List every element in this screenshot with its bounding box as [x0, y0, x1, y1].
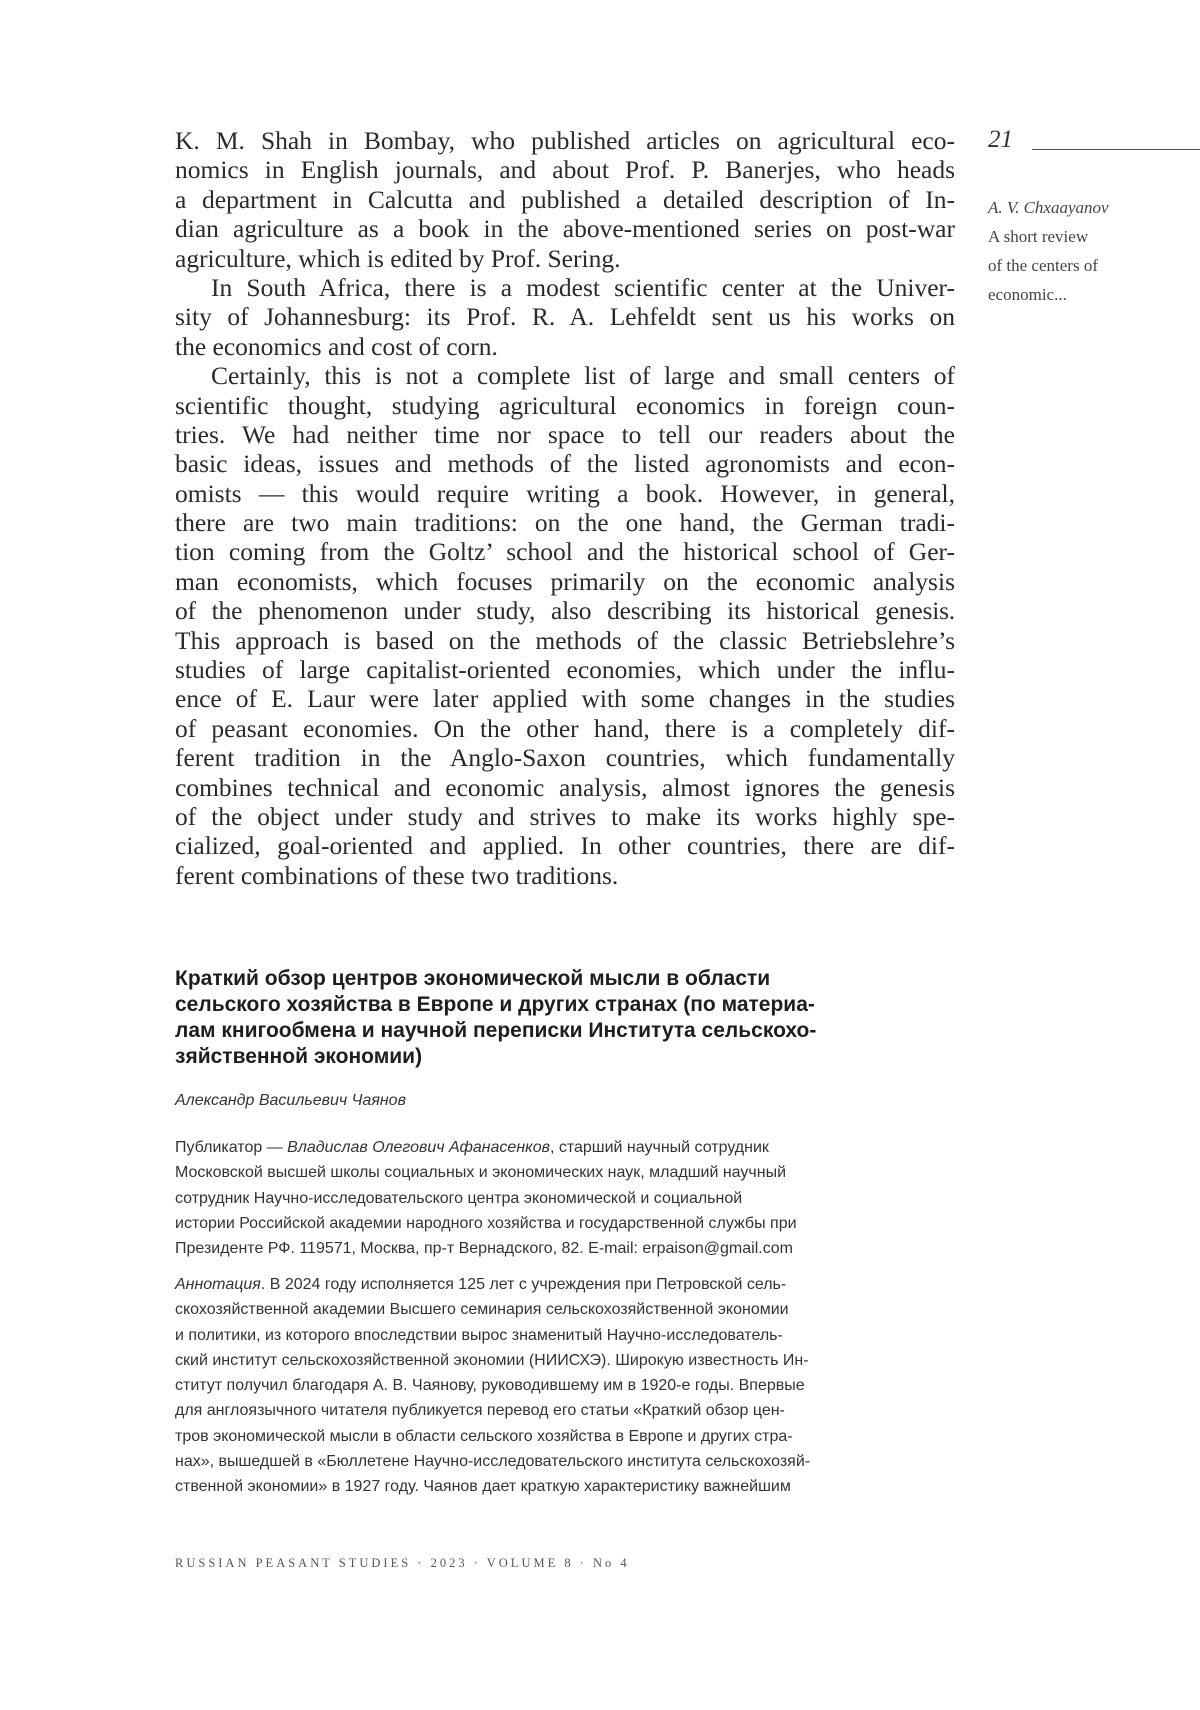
page-number: 21 [988, 126, 1013, 153]
text-line: studies of large capitalist-oriented economies, which under the influ- [175, 655, 955, 685]
text-line: combines technical and economic analysis, almost ignores the genesis [175, 772, 955, 802]
running-head-title-line: of the centers of [988, 256, 1098, 275]
text-line: ferent combinations of these two traditions. [175, 860, 619, 890]
title-line: лам книгообмена и научной переписки Института сельскохо- [175, 1019, 817, 1042]
text-line: of peasant economies. On the other hand, there is a completely dif- [175, 713, 955, 743]
text-line: ститут получил благодаря А. В. Чаянову, руководившему им в 1920-е годы. Впервые [175, 1377, 805, 1395]
text-line: Президенте РФ. 119571, Москва, пр-т Вернадского, 82. E-mail: erpaison@gmail.com [175, 1240, 793, 1258]
paragraph [175, 126, 955, 273]
text-line: In South Africa, there is a modest scientific center at the Univer- [211, 272, 955, 302]
text-line: истории Российской академии народного хозяйства и государственной службы при [175, 1214, 797, 1232]
text-line: ferent tradition in the Anglo-Saxon countries, which fundamentally [175, 743, 955, 773]
text-line: и политики, из которого впоследствии вырос знаменитый Научно-исследователь- [175, 1326, 783, 1344]
text-line: there are two main traditions: on the one hand, the German tradi- [175, 508, 955, 538]
title-line: Краткий обзор центров экономической мысли в области [175, 967, 771, 990]
running-head [988, 193, 1188, 309]
text-line: of the phenomenon under study, also describing its historical genesis. [175, 596, 955, 626]
text-line: dian agriculture as a book in the above-mentioned series on post-war [175, 214, 955, 244]
text-line: tion coming from the Goltz’ school and the historical school of Ger- [175, 537, 955, 567]
text-line: K. M. Shah in Bombay, who published articles on agricultural eco- [175, 126, 955, 155]
title-line: зяйственной экономии) [175, 1045, 423, 1068]
journal-footer: RUSSIAN PEASANT STUDIES · 2023 · VOLUME 8 · No 4 [175, 1556, 630, 1570]
text-line: This approach is based on the methods of the classic Betriebslehre’s [175, 625, 955, 655]
publisher-label: Публикатор — [175, 1139, 288, 1156]
paragraph [175, 361, 955, 890]
title-line: сельского хозяйства в Европе и других странах (по материа- [175, 993, 815, 1016]
text-line: для англоязычного читателя публикуется перевод его статьи «Краткий обзор цен- [175, 1402, 785, 1420]
text-line: man economists, which focuses primarily on the economic analysis [175, 566, 955, 596]
text-line: tries. We had neither time nor space to tell our readers about the [175, 419, 955, 449]
publisher-name: Владислав Олегович Афанасенков [287, 1139, 550, 1156]
running-head-title-line: economic... [988, 285, 1067, 304]
text-line: ский институт сельскохозяйственной экономии (НИИСХЭ). Широкую известность Ин- [175, 1351, 809, 1369]
text-line: of the object under study and strives to make its works highly spe- [175, 801, 955, 831]
english-body-text [175, 126, 955, 890]
text-line: basic ideas, issues and methods of the listed agronomists and econ- [175, 449, 955, 479]
text-line [175, 1272, 955, 1297]
text-line [175, 1135, 955, 1160]
abstract [175, 1272, 955, 1500]
text-line: Certainly, this is not a complete list of large and small centers of [211, 361, 955, 391]
abstract-label: Аннотация [175, 1276, 261, 1293]
text-line: omists — this would require writing a book. However, in general, [175, 478, 955, 508]
text-line: сотрудник Научно-исследовательского центра экономической и социальной [175, 1189, 743, 1207]
abstract-first-line: . В 2024 году исполняется 125 лет с учреждения при Петровской сель- [260, 1276, 787, 1293]
text-line: Московской высшей школы социальных и экономических наук, младший научный [175, 1164, 787, 1182]
text-line: scientific thought, studying agricultural economics in foreign coun- [175, 390, 955, 420]
text-line: тров экономической мысли в области сельского хозяйства в Европе и других стра- [175, 1427, 793, 1445]
text-line: sity of Johannesburg: its Prof. R. A. Lehfeldt sent us his works on [175, 302, 955, 332]
paragraph [175, 273, 955, 361]
russian-article-author: Александр Васильевич Чаянов [175, 1092, 406, 1109]
text-line: ence of E. Laur were later applied with some changes in the studies [175, 684, 955, 714]
text-line: the economics and cost of corn. [175, 331, 498, 361]
publisher-info [175, 1135, 955, 1261]
publisher-role: , старший научный сотрудник [549, 1139, 769, 1156]
russian-article-title [175, 966, 955, 1070]
text-line: a department in Calcutta and published a detailed description of In- [175, 184, 955, 214]
text-line: нах», вышедшей в «Бюллетене Научно-исследовательского института сельскохозяй- [175, 1453, 811, 1471]
running-head-author: A. V. Chxaayanov [988, 198, 1109, 217]
text-line: скохозяйственной академии Высшего семинария сельскохозяйственной экономии [175, 1301, 789, 1319]
text-line: ственной экономии» в 1927 году. Чаянов дает краткую характеристику важнейшим [175, 1478, 791, 1496]
text-line: nomics in English journals, and about Prof. P. Banerjes, who heads [175, 155, 955, 185]
text-line: cialized, goal-oriented and applied. In other countries, there are dif- [175, 831, 955, 861]
running-head-title-line: A short review [988, 227, 1089, 246]
header-rule [1032, 149, 1200, 150]
text-line: agriculture, which is edited by Prof. Sering. [175, 243, 621, 273]
